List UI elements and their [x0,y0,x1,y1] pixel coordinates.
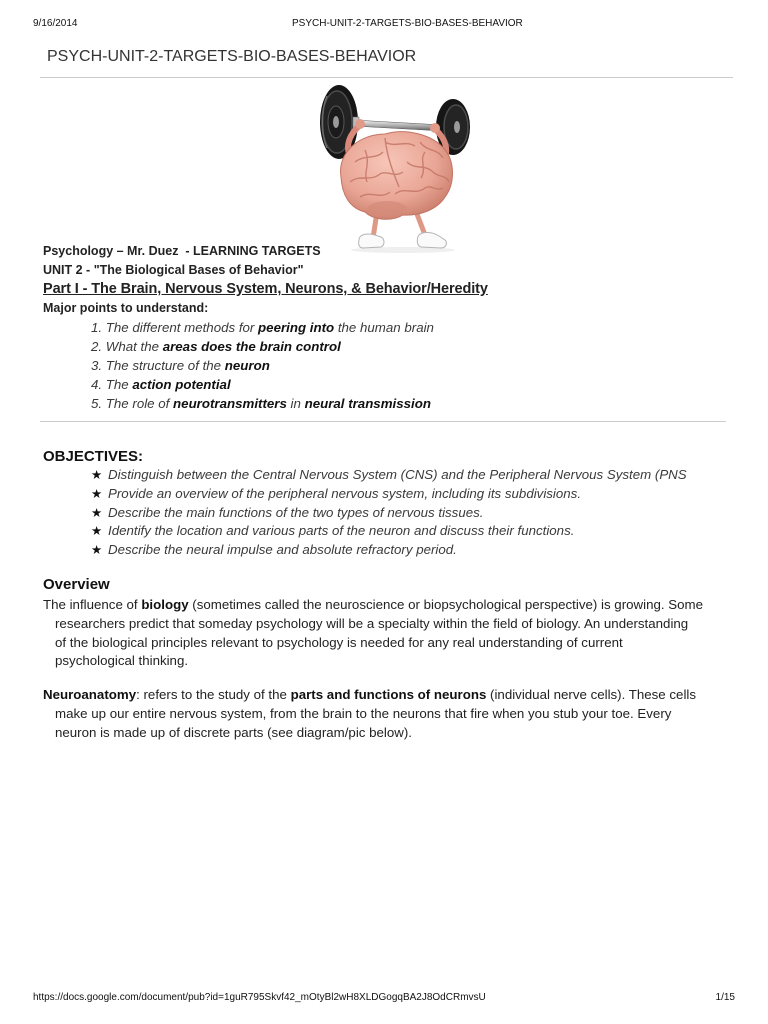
major-point-text: 5. The role of [91,396,174,411]
major-point [91,394,488,413]
major-points-label: Major points to understand: [43,301,209,315]
plate-hub [333,116,339,128]
major-point-term: neuron [224,358,270,373]
major-point-term: neurotransmitters [173,396,287,411]
paragraph-text: The influence of [43,597,142,612]
paragraph-line: neuron is made up of discrete parts (see diagram/pic below). [55,724,412,740]
major-point [91,337,488,356]
star-icon: ★ [91,467,103,482]
learning-targets-section [43,242,488,413]
brain-lifting-barbell-icon [315,82,475,254]
print-footer-url: https://docs.google.com/document/pub?id=1guR795Skvf42_mOtyBl2wH8XLDGogqBA2J8OdCRmvsU [33,992,486,1003]
cerebellum [367,201,407,217]
major-point-term: peering into [258,320,335,335]
major-point-term: neural transmission [304,396,431,411]
page-number: 1/15 [715,992,735,1003]
document-title: PSYCH-UNIT-2-TARGETS-BIO-BASES-BEHAVIOR [47,48,417,65]
neuroanatomy-paragraph [43,686,696,742]
section-divider [40,421,726,422]
paragraph-line [43,596,703,615]
print-date: 9/16/2014 [33,18,78,29]
objectives-heading: OBJECTIVES: [43,448,144,465]
paragraph-text: : refers to the study of the [136,687,291,702]
objective-item [91,466,687,485]
unit-line: UNIT 2 - "The Biological Bases of Behavior" [43,263,304,277]
objective-text: Describe the neural impulse and absolute refractory period. [108,542,457,557]
major-point-text: 3. The structure of the [91,358,225,373]
paragraph-text: (individual nerve cells). These cells [486,687,696,702]
objective-text: Provide an overview of the peripheral nervous system, including its subdivisions. [108,485,582,501]
paragraph-text: (sometimes called the neuroscience or biopsychological perspective) is growing. Some [188,597,703,612]
major-point-text: in [286,396,305,411]
overview-paragraph [43,596,703,671]
paragraph-line: researchers predict that someday psychology will be a specialty within the field of biology. An understanding [55,615,689,631]
objective-text: Describe the main functions of the two types of nervous tissues. [108,504,484,520]
bar-shaft [353,120,443,131]
major-point-text: the human brain [334,320,434,335]
key-term: biology [141,597,189,612]
objective-item [91,504,687,523]
objective-item [91,522,687,541]
objectives-list [91,466,687,560]
major-point-text: 1. The different methods for [91,320,259,335]
objective-item [91,485,687,504]
major-point-term: action potential [132,377,231,392]
print-header-title: PSYCH-UNIT-2-TARGETS-BIO-BASES-BEHAVIOR [292,18,523,29]
objective-text: Identify the location and various parts of the neuron and discuss their functions. [108,523,575,539]
star-icon: ★ [91,504,103,520]
major-point [91,318,488,337]
key-term: Neuroanatomy [43,687,137,702]
paragraph-line [43,686,696,705]
key-term: parts and functions of neurons [290,687,487,702]
overview-heading: Overview [43,576,110,593]
paragraph-line: psychological thinking. [55,653,189,669]
paragraph-line: make up our entire nervous system, from the brain to the neurons that fire when you stub your toe. Every [55,705,672,721]
plate-hub [454,121,460,133]
major-point-term: areas does the brain control [162,339,341,354]
brain [341,132,453,220]
objective-text: Distinguish between the Central Nervous System (CNS) and the Peripheral Nervous System (PNS [108,467,687,482]
star-icon: ★ [91,523,103,539]
part-heading: Part I - The Brain, Nervous System, Neurons, & Behavior/Heredity [43,281,488,297]
paragraph-line: of the biological principles relevant to psychology is needed for any real understanding of current [55,634,623,650]
course-line: Psychology – Mr. Duez - LEARNING TARGETS [43,244,321,258]
star-icon: ★ [91,485,103,501]
major-points-list [43,318,488,413]
right-leg [417,214,425,235]
major-point-text: 2. What the [91,339,163,354]
right-hand [430,123,440,133]
major-point [91,375,488,394]
major-point [91,356,488,375]
star-icon: ★ [91,542,103,557]
objective-item [91,541,687,560]
left-hand [355,119,365,129]
major-point-text: 4. The [91,377,133,392]
title-divider [40,77,733,78]
